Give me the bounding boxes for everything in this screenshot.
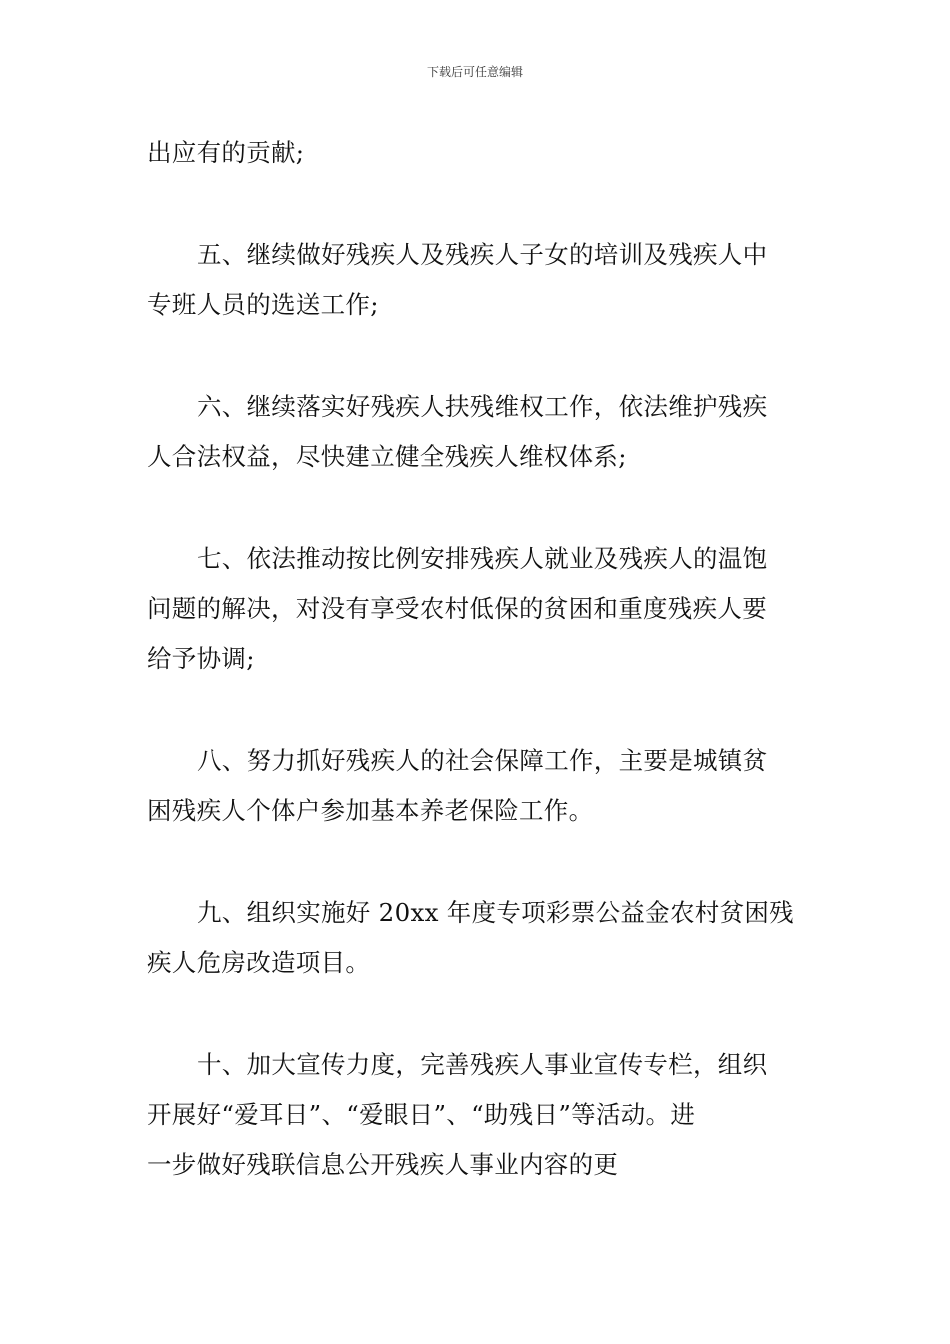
text-line: 六、继续落实好残疾人扶残维权工作，依法维护残疾 — [197, 392, 768, 421]
text-line: 十、加大宣传力度，完善残疾人事业宣传专栏，组织 — [197, 1050, 768, 1079]
paragraph-item-6 — [147, 382, 805, 482]
text-line: 七、依法推动按比例安排残疾人就业及残疾人的温饱 — [197, 544, 768, 573]
paragraph-item-8 — [147, 736, 805, 836]
paragraph-item-10 — [147, 1040, 805, 1190]
text-line: 五、继续做好残疾人及残疾人子女的培训及残疾人中 — [197, 240, 768, 269]
page-header: 下载后可任意编辑 — [426, 65, 523, 79]
paragraph-item-5 — [147, 230, 805, 330]
text-line: 九、组织实施好 20xx 年度专项彩票公益金农村贫困残 — [197, 898, 794, 927]
text-line: 八、努力抓好残疾人的社会保障工作，主要是城镇贫 — [197, 746, 768, 775]
text-line: 给予协调; — [147, 644, 255, 673]
document-body — [147, 128, 805, 1242]
text-line: 出应有的贡献; — [147, 138, 305, 167]
paragraph-item-9 — [147, 888, 805, 988]
text-line: 困残疾人个体户参加基本养老保险工作。 — [147, 796, 594, 825]
paragraph-item-7 — [147, 534, 805, 684]
text-line: 开展好“爱耳日”、“爱眼日”、“助残日”等活动。进 — [147, 1100, 696, 1129]
text-line: 人合法权益，尽快建立健全残疾人维权体系; — [147, 442, 627, 471]
text-line: 疾人危房改造项目。 — [147, 948, 371, 977]
text-line: 一步做好残联信息公开残疾人事业内容的更 — [147, 1150, 619, 1179]
paragraph-continuation — [147, 128, 805, 178]
text-line: 问题的解决，对没有享受农村低保的贫困和重度残疾人要 — [147, 594, 767, 623]
text-line: 专班人员的选送工作; — [147, 290, 379, 319]
